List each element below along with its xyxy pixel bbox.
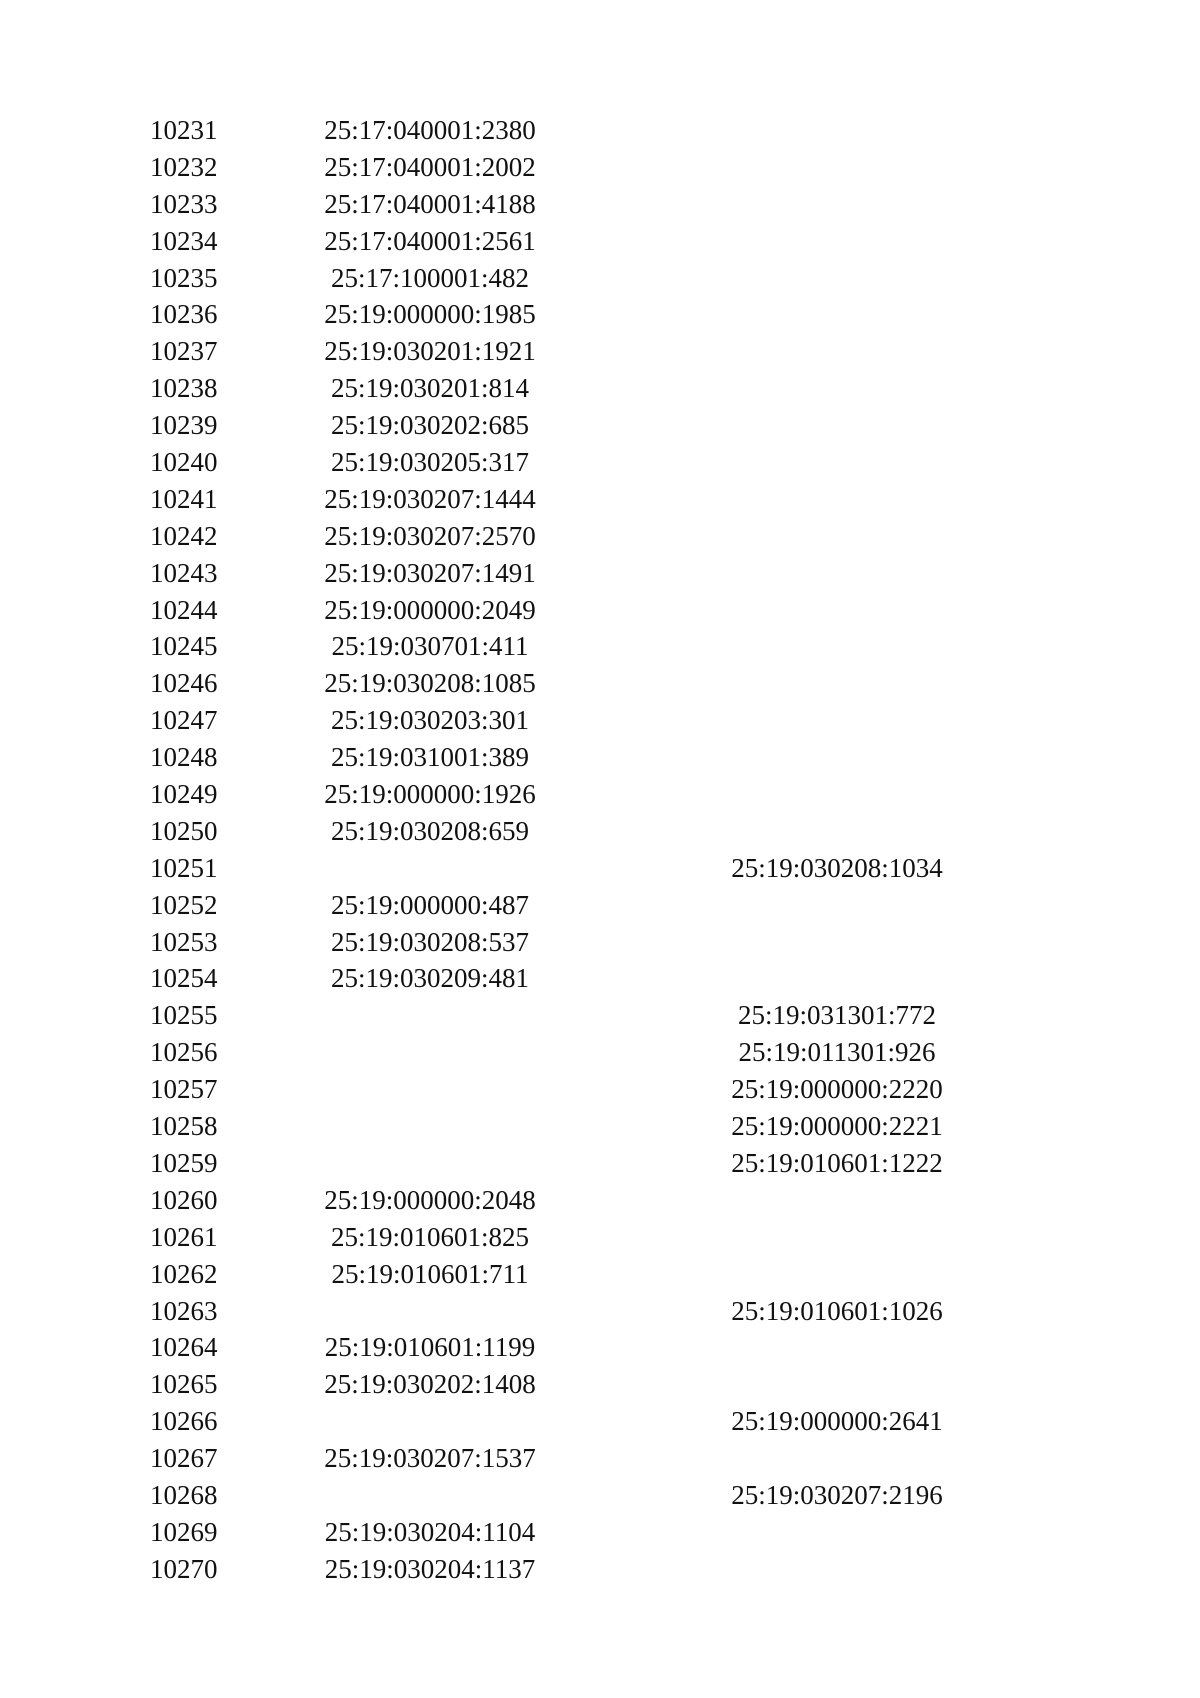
cadastral-number-alt: 25:19:010601:1222 <box>731 1147 943 1178</box>
row-number: 10257 <box>150 1074 218 1105</box>
list-item <box>0 592 1200 629</box>
list-item <box>0 260 1200 297</box>
cadastral-number: 25:17:040001:2561 <box>324 225 536 256</box>
cadastral-number: 25:17:040001:2380 <box>324 115 536 145</box>
list-item <box>0 665 1200 702</box>
cadastral-number: 25:19:030207:1537 <box>324 1443 536 1474</box>
row-number: 10232 <box>150 151 218 182</box>
row-number: 10254 <box>150 963 218 994</box>
list-item <box>0 850 1200 887</box>
list-item <box>0 1034 1200 1071</box>
cadastral-number: 25:19:030203:301 <box>330 705 529 736</box>
row-number: 10250 <box>150 815 218 846</box>
list-item <box>0 1256 1200 1293</box>
cadastral-number: 25:19:030202:1408 <box>324 1369 536 1400</box>
row-number: 10251 <box>150 852 218 883</box>
cadastral-number: 25:19:030208:659 <box>330 815 529 846</box>
row-number: 10269 <box>150 1516 218 1547</box>
cadastral-number: 25:19:030207:1491 <box>324 557 536 588</box>
list-item <box>0 333 1200 370</box>
row-number: 10258 <box>150 1111 218 1142</box>
row-number: 10239 <box>150 410 218 441</box>
list-item <box>0 112 1200 149</box>
list-item <box>0 1108 1200 1145</box>
row-number: 10252 <box>150 889 218 920</box>
row-number: 10249 <box>150 779 218 810</box>
list-item <box>0 1145 1200 1182</box>
list-item <box>0 628 1200 665</box>
row-number: 10234 <box>150 225 218 256</box>
cadastral-number-alt: 25:19:000000:2221 <box>731 1111 943 1142</box>
cadastral-number: 25:19:031001:389 <box>330 742 529 773</box>
list-item <box>0 370 1200 407</box>
list-item <box>0 518 1200 555</box>
row-number: 10261 <box>150 1221 218 1252</box>
list-item <box>0 1403 1200 1440</box>
cadastral-number-alt: 25:19:031301:772 <box>737 1000 936 1031</box>
row-number: 10238 <box>150 373 218 404</box>
row-number: 10262 <box>150 1258 218 1289</box>
row-number: 10243 <box>150 557 218 588</box>
cadastral-number: 25:19:030202:685 <box>330 410 529 441</box>
list-item <box>0 1219 1200 1256</box>
row-number: 10247 <box>150 705 218 736</box>
cadastral-number: 25:19:010601:825 <box>330 1221 529 1252</box>
list-item <box>0 997 1200 1034</box>
cadastral-number-alt: 25:19:030207:2196 <box>731 1479 943 1510</box>
list-item <box>0 149 1200 186</box>
row-number: 10264 <box>150 1332 218 1363</box>
cadastral-number-alt: 25:19:000000:2641 <box>731 1406 943 1437</box>
list-item <box>0 481 1200 518</box>
list-item <box>0 1440 1200 1477</box>
row-number: 10236 <box>150 299 218 330</box>
row-number: 10241 <box>150 483 218 514</box>
row-number: 10268 <box>150 1479 218 1510</box>
list-item <box>0 1071 1200 1108</box>
cadastral-number: 25:19:030207:1444 <box>324 483 536 514</box>
cadastral-number: 25:19:030208:1085 <box>324 668 536 699</box>
cadastral-number: 25:19:030205:317 <box>330 447 529 478</box>
row-number: 10248 <box>150 742 218 773</box>
row-number: 10233 <box>150 188 218 219</box>
cadastral-number-alt: 25:19:000000:2220 <box>731 1074 943 1105</box>
row-number: 10240 <box>150 447 218 478</box>
row-number: 10231 <box>150 115 218 145</box>
list-item <box>0 702 1200 739</box>
list-item <box>0 296 1200 333</box>
row-number: 10270 <box>150 1553 218 1584</box>
cadastral-number-alt: 25:19:010601:1026 <box>731 1295 943 1326</box>
cadastral-number: 25:19:030201:1921 <box>324 336 536 367</box>
cadastral-number: 25:17:040001:4188 <box>324 188 536 219</box>
list-item <box>0 555 1200 592</box>
list-item <box>0 924 1200 961</box>
list-item <box>0 444 1200 481</box>
row-number: 10245 <box>150 631 218 662</box>
list-item <box>0 223 1200 260</box>
row-number: 10244 <box>150 594 218 625</box>
list-item <box>0 186 1200 223</box>
row-number: 10246 <box>150 668 218 699</box>
cadastral-number: 25:19:000000:487 <box>330 889 529 920</box>
list-item <box>0 887 1200 924</box>
cadastral-number: 25:19:030207:2570 <box>324 520 536 551</box>
row-number: 10259 <box>150 1147 218 1178</box>
cadastral-number: 25:19:010601:711 <box>331 1258 529 1289</box>
list-item <box>0 1293 1200 1330</box>
row-number: 10263 <box>150 1295 218 1326</box>
row-number: 10265 <box>150 1369 218 1400</box>
cadastral-number: 25:19:030204:1104 <box>324 1516 536 1547</box>
list-item <box>0 1551 1200 1588</box>
cadastral-number: 25:17:100001:482 <box>330 262 529 293</box>
cadastral-number: 25:19:030701:411 <box>331 631 529 662</box>
cadastral-number-alt: 25:19:011301:926 <box>738 1037 936 1068</box>
row-number: 10253 <box>150 926 218 957</box>
cadastral-number: 25:19:030201:814 <box>330 373 529 404</box>
list-item <box>0 1329 1200 1366</box>
record-list <box>0 112 1200 1588</box>
cadastral-number: 25:19:030208:537 <box>330 926 529 957</box>
list-item <box>0 1182 1200 1219</box>
list-item <box>0 1514 1200 1551</box>
list-item <box>0 407 1200 444</box>
list-item <box>0 960 1200 997</box>
cadastral-number: 25:19:000000:2048 <box>324 1184 536 1215</box>
cadastral-number: 25:19:030204:1137 <box>324 1553 536 1584</box>
row-number: 10255 <box>150 1000 218 1031</box>
row-number: 10260 <box>150 1184 218 1215</box>
row-number: 10256 <box>150 1037 218 1068</box>
row-number: 10242 <box>150 520 218 551</box>
row-number: 10235 <box>150 262 218 293</box>
cadastral-number: 25:19:000000:1985 <box>324 299 536 330</box>
row-number: 10267 <box>150 1443 218 1474</box>
cadastral-number-alt: 25:19:030208:1034 <box>731 852 943 883</box>
list-item <box>0 776 1200 813</box>
list-item <box>0 1366 1200 1403</box>
cadastral-number: 25:19:010601:1199 <box>324 1332 536 1363</box>
cadastral-number: 25:19:030209:481 <box>330 963 529 994</box>
row-number: 10266 <box>150 1406 218 1437</box>
row-number: 10237 <box>150 336 218 367</box>
cadastral-number: 25:19:000000:2049 <box>324 594 536 625</box>
list-item <box>0 739 1200 776</box>
cadastral-number: 25:19:000000:1926 <box>324 779 536 810</box>
list-item <box>0 1477 1200 1514</box>
list-item <box>0 813 1200 850</box>
cadastral-number: 25:17:040001:2002 <box>324 151 536 182</box>
